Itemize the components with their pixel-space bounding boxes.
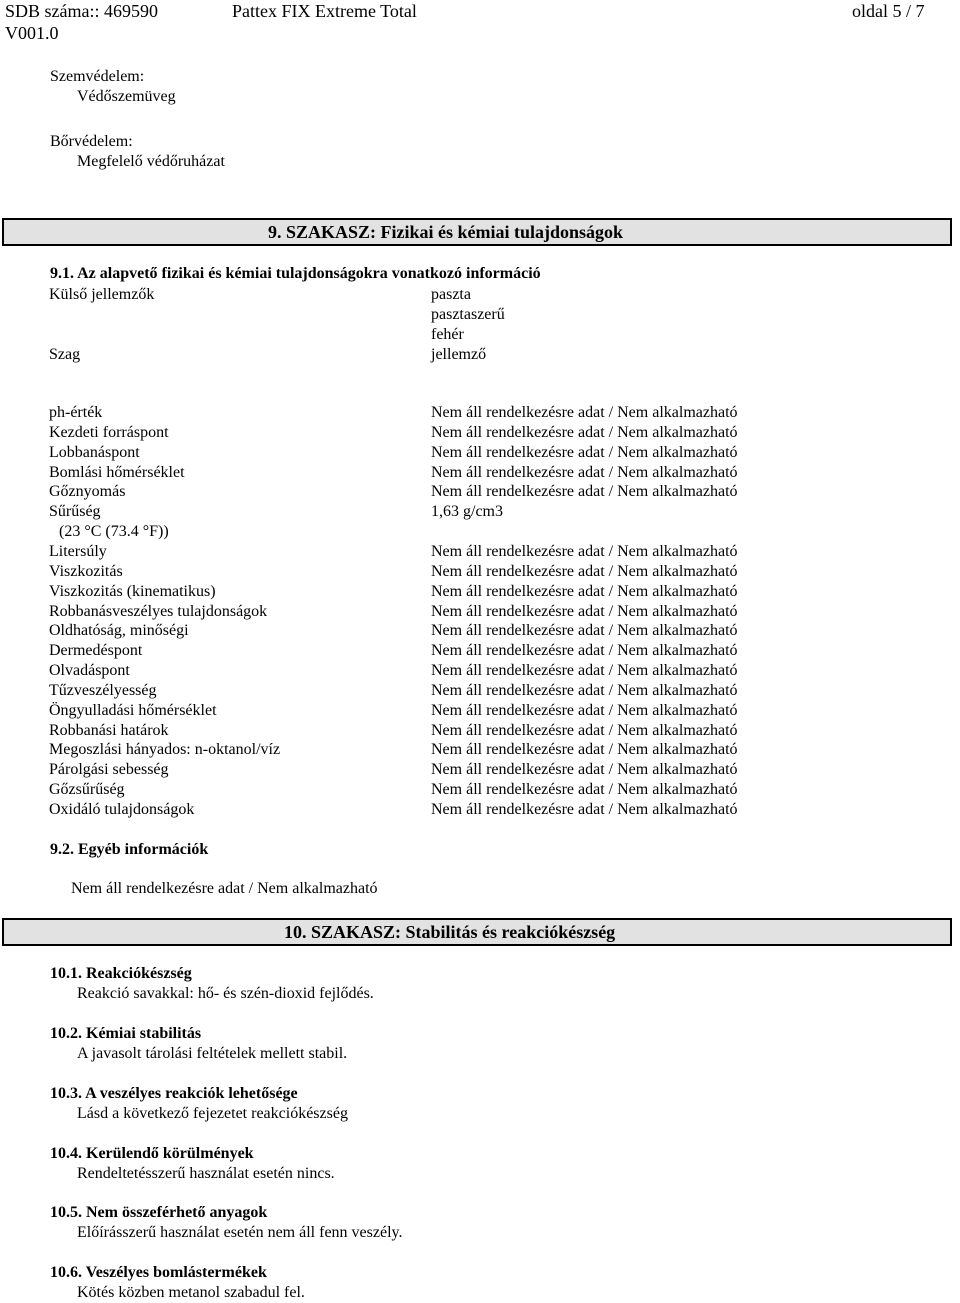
property-label: Sűrűség xyxy=(49,503,101,520)
property-label: Bomlási hőmérséklet xyxy=(49,464,185,481)
property-value: Nem áll rendelkezésre adat / Nem alkalmazható xyxy=(431,603,738,620)
section-10-title: 10. SZAKASZ: Stabilitás és reakciókészség xyxy=(284,922,616,942)
subsection-title: 10.4. Kerülendő körülmények xyxy=(50,1145,254,1162)
subsection-title: 10.3. A veszélyes reakciók lehetősége xyxy=(50,1085,298,1102)
appearance-label: Külső jellemzők xyxy=(49,286,155,303)
property-value: Nem áll rendelkezésre adat / Nem alkalmazható xyxy=(431,563,738,580)
appearance-value: pasztaszerű xyxy=(431,306,505,323)
property-value: Nem áll rendelkezésre adat / Nem alkalmazható xyxy=(431,622,738,639)
property-value: Nem áll rendelkezésre adat / Nem alkalmazható xyxy=(431,424,738,441)
property-label: Lobbanáspont xyxy=(49,444,140,461)
property-label: Robbanásveszélyes tulajdonságok xyxy=(49,603,268,620)
property-value: Nem áll rendelkezésre adat / Nem alkalmazható xyxy=(431,781,738,798)
property-value: Nem áll rendelkezésre adat / Nem alkalmazható xyxy=(431,682,738,699)
property-label: Gőznyomás xyxy=(49,483,126,500)
property-value: Nem áll rendelkezésre adat / Nem alkalmazható xyxy=(431,722,738,739)
eye-protection-label: Szemvédelem: xyxy=(50,68,145,85)
property-label: Gőzsűrűség xyxy=(49,781,125,798)
property-label: Robbanási határok xyxy=(49,722,169,739)
skin-protection-value: Megfelelő védőruházat xyxy=(77,153,225,170)
section-9-2-title: 9.2. Egyéb információk xyxy=(50,841,209,858)
property-value: Nem áll rendelkezésre adat / Nem alkalmazható xyxy=(431,464,738,481)
property-value: Nem áll rendelkezésre adat / Nem alkalmazható xyxy=(431,741,738,758)
property-label: Megoszlási hányados: n-oktanol/víz xyxy=(49,741,281,758)
sdb-number: SDB száma:: 469590 xyxy=(5,1,158,21)
subsection-title: 10.2. Kémiai stabilitás xyxy=(50,1025,202,1042)
subsection-title: 10.1. Reakciókészség xyxy=(50,965,192,982)
subsection-text: Kötés közben metanol szabadul fel. xyxy=(77,1284,305,1301)
property-label: Litersúly xyxy=(49,543,107,560)
appearance-value: paszta xyxy=(431,286,471,303)
version: V001.0 xyxy=(5,23,59,43)
property-value: Nem áll rendelkezésre adat / Nem alkalmazható xyxy=(431,483,738,500)
property-value: Nem áll rendelkezésre adat / Nem alkalmazható xyxy=(431,543,738,560)
odor-value: jellemző xyxy=(431,346,487,363)
subsection-title: 10.6. Veszélyes bomlástermékek xyxy=(50,1264,267,1281)
subsection-text: Reakció savakkal: hő- és szén-dioxid fejlődés. xyxy=(77,985,374,1002)
property-label: Viszkozitás (kinematikus) xyxy=(49,583,216,600)
subsection-text: Rendeltetésszerű használat esetén nincs. xyxy=(77,1165,335,1182)
property-label: Dermedéspont xyxy=(49,642,143,659)
section-9-2-text: Nem áll rendelkezésre adat / Nem alkalmazható xyxy=(71,880,378,897)
property-label: Kezdeti forráspont xyxy=(49,424,169,441)
section-9-1-title: 9.1. Az alapvető fizikai és kémiai tulajdonságokra vonatkozó információ xyxy=(50,265,541,282)
section-9-title: 9. SZAKASZ: Fizikai és kémiai tulajdonságok xyxy=(268,222,624,242)
property-value: Nem áll rendelkezésre adat / Nem alkalmazható xyxy=(431,444,738,461)
property-value: Nem áll rendelkezésre adat / Nem alkalmazható xyxy=(431,761,738,778)
property-label: Oxidáló tulajdonságok xyxy=(49,801,195,818)
property-label: Párolgási sebesség xyxy=(49,761,169,778)
product-name: Pattex FIX Extreme Total xyxy=(232,1,417,21)
property-value: Nem áll rendelkezésre adat / Nem alkalmazható xyxy=(431,642,738,659)
property-value: Nem áll rendelkezésre adat / Nem alkalmazható xyxy=(431,583,738,600)
property-value: Nem áll rendelkezésre adat / Nem alkalmazható xyxy=(431,404,738,421)
subsection-text: Előírásszerű használat esetén nem áll fenn veszély. xyxy=(77,1224,403,1241)
property-label: (23 °C (73.4 °F)) xyxy=(59,523,169,540)
property-label: Oldhatóság, minőségi xyxy=(49,622,189,639)
subsection-title: 10.5. Nem összeférhető anyagok xyxy=(50,1204,268,1221)
property-label: Tűzveszélyesség xyxy=(49,682,157,699)
eye-protection-value: Védőszemüveg xyxy=(77,88,176,105)
property-value: Nem áll rendelkezésre adat / Nem alkalmazható xyxy=(431,662,738,679)
subsection-text: Lásd a következő fejezetet reakciókészség xyxy=(77,1105,348,1122)
subsection-text: A javasolt tárolási feltételek mellett stabil. xyxy=(77,1045,348,1062)
property-value: 1,63 g/cm3 xyxy=(431,503,503,520)
property-label: ph-érték xyxy=(49,404,103,421)
skin-protection-label: Bőrvédelem: xyxy=(50,133,133,150)
appearance-value: fehér xyxy=(431,326,464,343)
property-value: Nem áll rendelkezésre adat / Nem alkalmazható xyxy=(431,801,738,818)
page-number: oldal 5 / 7 xyxy=(852,1,925,21)
property-label: Olvadáspont xyxy=(49,662,130,679)
property-label: Öngyulladási hőmérséklet xyxy=(49,702,217,719)
property-value: Nem áll rendelkezésre adat / Nem alkalmazható xyxy=(431,702,738,719)
property-label: Viszkozitás xyxy=(49,563,123,580)
odor-label: Szag xyxy=(49,346,81,363)
